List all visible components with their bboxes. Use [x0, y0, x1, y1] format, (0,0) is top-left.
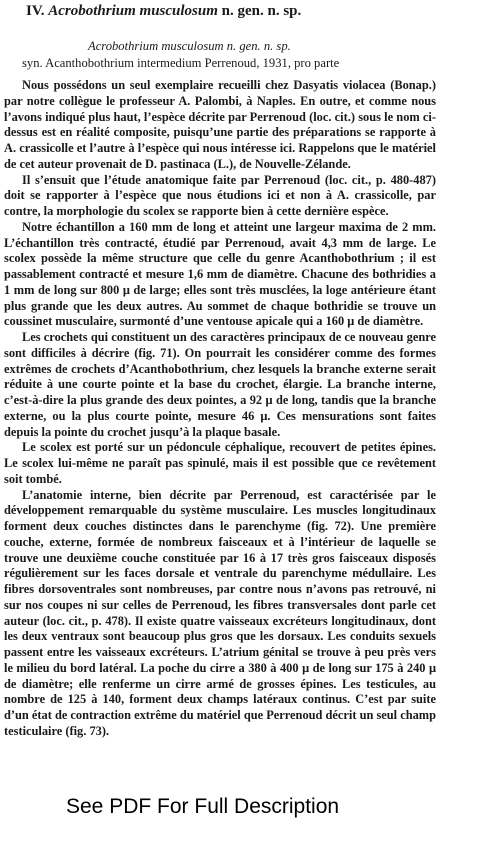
synonymy-line-syn: syn. Acanthobothrium intermedium Perrenoud, 1931, pro parte — [22, 56, 340, 70]
paragraph: Il s’ensuit que l’étude anatomique faite par Perrenoud (loc. cit., p. 480-487) doit se rapporter à l’espèce que nous étudions ici et non à A. crassicolle, par contre, la morphologie du scolex se rapporte bien à cette dernière espèce. — [4, 172, 436, 218]
paragraph: Notre échantillon a 160 mm de long et atteint une largeur maxima de 2 mm. L’échantillon très contracté, étudié par Perrenoud, avait 4,3 mm de large. Le scolex possède la même structure que celle du genre Acanthobothrium ; il est passablement contracté et mesure 1,6 mm de diamètre. Chacune des bothridies a 1 mm de long sur 800 μ de large; elles sont très musclées, la loge antérieure étant plus grande que les deux autres. Au sommet de chaque bothridie se trouve un coussinet musculaire, surmonté d’une ventouse apicale qui a 160 μ de diamètre. — [4, 219, 436, 329]
body-text — [4, 78, 436, 740]
paragraph: Nous possédons un seul exemplaire recueilli chez Dasyatis violacea (Bonap.) par notre collègue le professeur A. Palombi, à Naples. En outre, et comme nous l’avons indiqué plus haut, l’espèce décrite par Perrenoud (loc. cit.) sous le nom ci-dessus est en réalité composite, puisqu’une partie des préparations se rapporte à A. crassicolle et l’autre à l’espèce qui nous intéresse ici. Rappelons que le matériel de cet auteur provenait de D. pastinaca (L.), de Nouvelle-Zélande. — [4, 78, 436, 171]
paragraph: Les crochets qui constituent un des caractères principaux de ce nouveau genre sont difficiles à décrire (fig. 71). On pourrait les considérer comme des formes extrêmes de crochets d’Acanthobothrium, chez lesquels la branche externe serait réduite à une courte pointe et la base du crochet, élargie. La branche interne, c’est-à-dire la plus grande des deux pointes, a 92 μ de long, tandis que la branche externe, ou la plus courte pointe, mesure 46 μ. Ces mensurations sont faites depuis la pointe du crochet jusqu’à la plaque basale. — [4, 330, 436, 439]
see-pdf-note: See PDF For Full Description — [66, 795, 340, 818]
synonymy-block — [22, 38, 468, 72]
section-heading — [26, 3, 466, 20]
paragraph: L’anatomie interne, bien décrite par Perrenoud, est caractérisée par le développement remarquable du système musculaire. Les muscles longitudinaux forment deux couches distinctes dans le parenchyme (fig. 72). Une première couche, externe, formée de nombreux faisceaux et à l’intérieur de laquelle se trouve une deuxième couche constituée par 16 à 17 très gros faisceaux disposés régulièrement sur les faces dorsale et ventrale du parenchyme médullaire. Les fibres dorsoventrales sont nombreuses, par contre nous n’avons pas retrouvé, ni sur nos coupes ni sur celles de Perrenoud, les fibres transversales dont parle cet auteur (loc. cit., p. 478). Il existe quatre vaisseaux excréteurs longitudinaux, dont les deux ventraux sont beaucoup plus gros que les dorsaux. Les conduits sexuels passent entre les vaisseaux excréteurs. L’atrium génital se trouve à peu près vers le milieu du bord latéral. La poche du cirre a 380 à 400 μ de long sur 175 à 240 μ de diamètre; elle renferme un cirre armé de grosses épines. Les testicules, au nombre de 125 à 140, forment deux champs latéraux continus. C’est par suite d’un état de contraction extrême du matériel que Perrenoud décrit un seul champ testiculaire (fig. 73). — [4, 487, 437, 738]
paragraph: Le scolex est porté sur un pédoncule céphalique, recouvert de petites épines. Le scolex lui-même ne paraît pas spinulé, mais il est possible que ce revêtement soit tombé. — [4, 440, 436, 486]
species-name: Acrobothrium musculosum — [48, 3, 218, 19]
section-number: IV. — [26, 3, 45, 19]
synonymy-line-name: Acrobothrium musculosum n. gen. n. sp. — [88, 39, 291, 53]
taxon-status: n. gen. n. sp. — [221, 3, 302, 19]
